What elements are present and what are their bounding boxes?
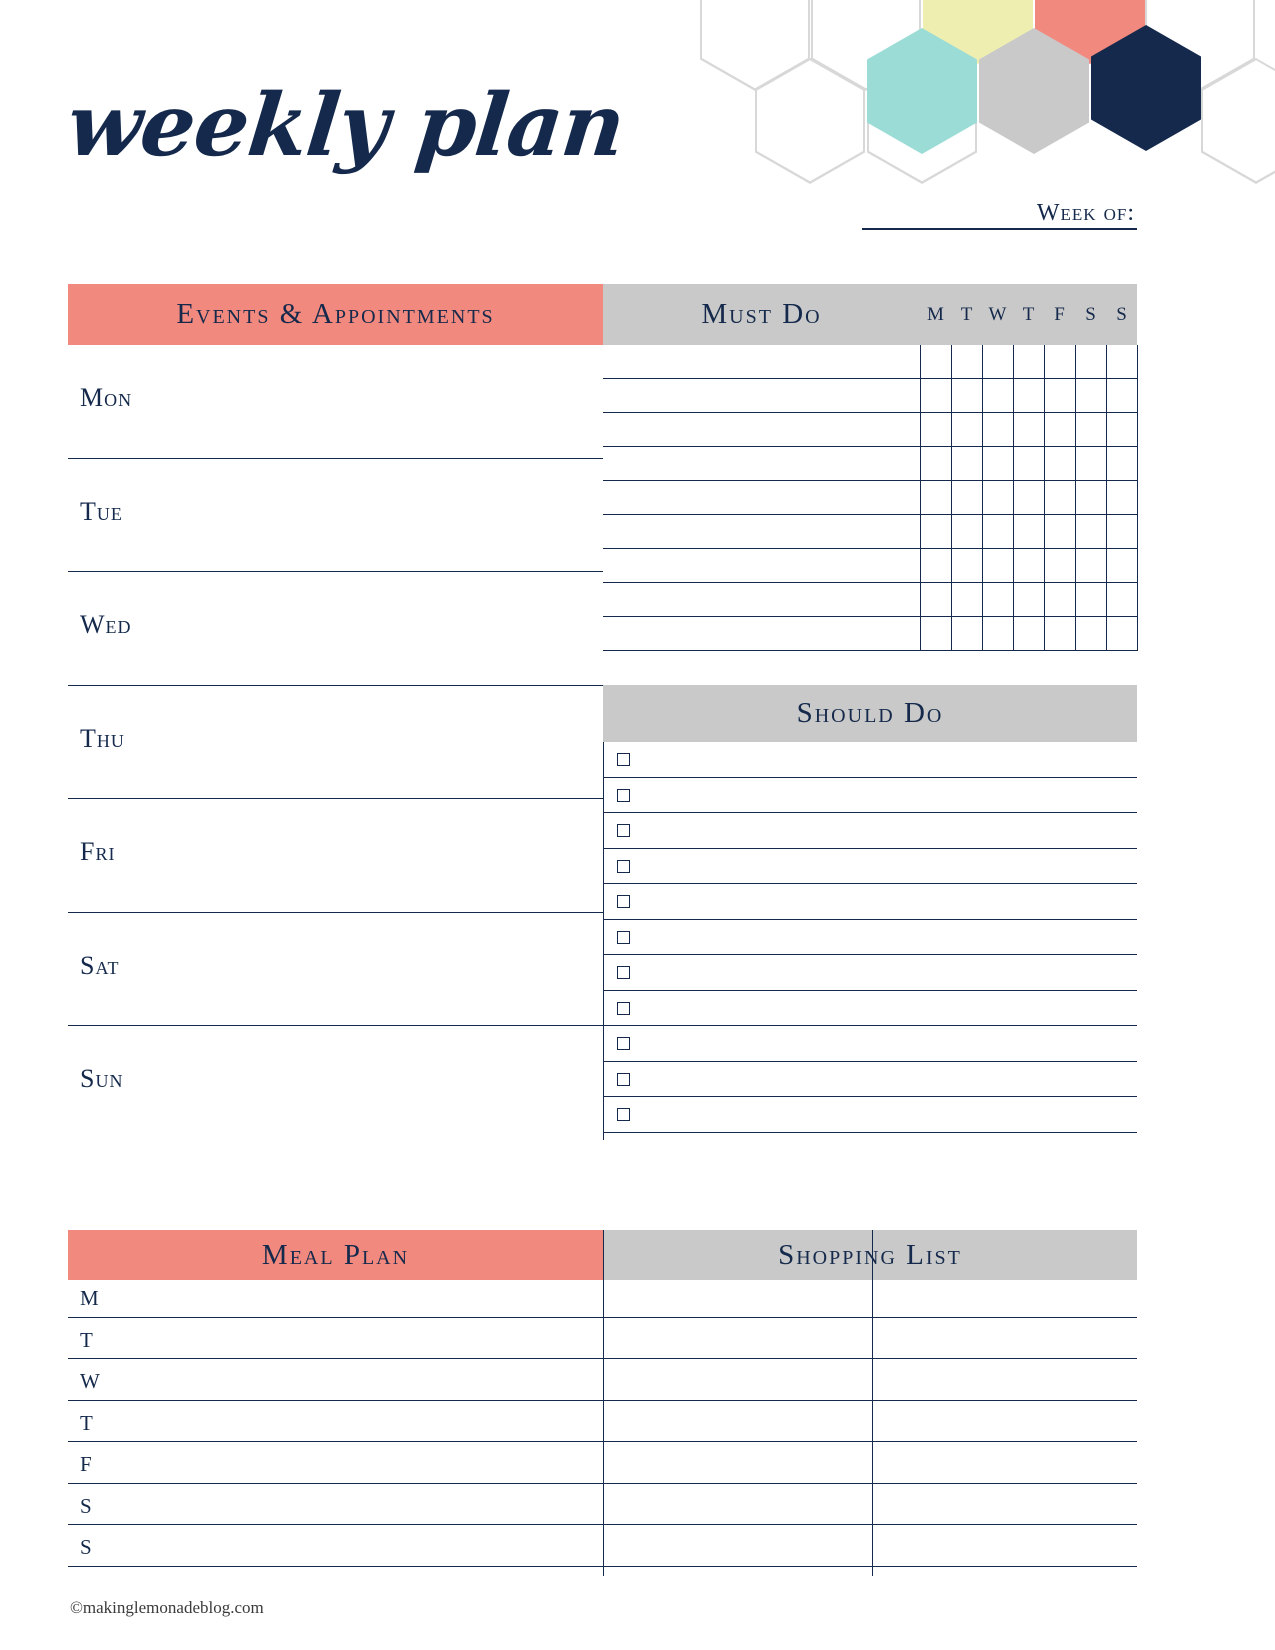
must-do-checkbox-cell[interactable] [1013, 413, 1044, 446]
must-do-checkbox-cell[interactable] [1106, 617, 1137, 650]
must-do-checkbox-cell[interactable] [920, 617, 951, 650]
must-do-day-header-3: T [1013, 284, 1044, 345]
checkbox-icon[interactable] [617, 1037, 630, 1050]
must-do-checkbox-cell[interactable] [920, 413, 951, 446]
meal-day-label: M [80, 1286, 100, 1310]
week-of-label: Week of: [1036, 200, 1135, 226]
must-do-checkbox-cell[interactable] [951, 447, 982, 480]
must-do-checkbox-cell[interactable] [951, 549, 982, 582]
shopping-list [603, 1276, 1137, 1567]
should-do-row[interactable] [603, 1097, 1137, 1133]
meal-plan-list [68, 1276, 603, 1567]
must-do-checkbox-cell[interactable] [1106, 345, 1137, 378]
must-do-row[interactable] [603, 379, 1137, 413]
must-do-checkbox-cell[interactable] [1075, 515, 1106, 548]
shopping-list-header: Shopping List [603, 1230, 1137, 1280]
must-do-checkbox-cell[interactable] [1013, 617, 1044, 650]
must-do-checkbox-cell[interactable] [1044, 413, 1075, 446]
should-do-row[interactable] [603, 849, 1137, 885]
must-do-checkbox-cell[interactable] [920, 447, 951, 480]
must-do-checkbox-cell[interactable] [982, 617, 1013, 650]
must-do-checkbox-cell[interactable] [920, 583, 951, 616]
should-do-row[interactable] [603, 778, 1137, 814]
must-do-checkbox-cell[interactable] [982, 481, 1013, 514]
meal-plan-row-4[interactable] [68, 1442, 603, 1484]
event-row-sat[interactable] [68, 913, 603, 1027]
must-do-row[interactable] [603, 345, 1137, 379]
must-do-checkbox-cell[interactable] [1075, 413, 1106, 446]
must-do-checkbox-cell[interactable] [982, 549, 1013, 582]
must-do-checkbox-cell[interactable] [1075, 617, 1106, 650]
checkbox-icon[interactable] [617, 931, 630, 944]
must-do-day-header-5: S [1075, 284, 1106, 345]
must-do-checkbox-cell[interactable] [1106, 549, 1137, 582]
should-do-list [603, 742, 1137, 1133]
must-do-checkbox-cell[interactable] [951, 481, 982, 514]
should-do-row[interactable] [603, 1062, 1137, 1098]
must-do-checkbox-cell[interactable] [920, 515, 951, 548]
must-do-checkbox-cell[interactable] [1044, 617, 1075, 650]
checkbox-icon[interactable] [617, 895, 630, 908]
checkbox-icon[interactable] [617, 753, 630, 766]
checkbox-icon[interactable] [617, 1002, 630, 1015]
must-do-checkbox-cell[interactable] [1013, 481, 1044, 514]
must-do-checkbox-cell[interactable] [1044, 583, 1075, 616]
event-day-label: Sat [80, 950, 120, 980]
meal-plan-row-0[interactable] [68, 1276, 603, 1318]
must-do-checkbox-cell[interactable] [951, 617, 982, 650]
page-title: weekly plan [62, 75, 629, 176]
meal-day-label: T [80, 1327, 94, 1352]
meal-day-label: S [80, 1535, 93, 1559]
must-do-day-header-2: W [982, 284, 1013, 345]
checkbox-icon[interactable] [617, 824, 630, 837]
must-do-day-header-6: S [1106, 284, 1137, 345]
must-do-checkbox-cell[interactable] [920, 345, 951, 378]
must-do-checkbox-cell[interactable] [1075, 549, 1106, 582]
must-do-row[interactable] [603, 413, 1137, 447]
must-do-checkbox-cell[interactable] [951, 345, 982, 378]
must-do-checkbox-cell[interactable] [1106, 447, 1137, 480]
must-do-right-edge [1137, 345, 1138, 651]
must-do-checkbox-cell[interactable] [1013, 515, 1044, 548]
should-do-header: Should Do [603, 685, 1137, 742]
must-do-checkbox-cell[interactable] [982, 379, 1013, 412]
event-row-fri[interactable] [68, 799, 603, 913]
meal-plan-header: Meal Plan [68, 1230, 603, 1280]
must-do-row[interactable] [603, 447, 1137, 481]
event-day-label: Sun [80, 1064, 124, 1093]
must-do-checkbox-cell[interactable] [1044, 447, 1075, 480]
must-do-checkbox-cell[interactable] [1106, 481, 1137, 514]
meal-day-label: F [80, 1452, 93, 1476]
should-do-row[interactable] [603, 1026, 1137, 1062]
event-row-thu[interactable] [68, 686, 603, 800]
must-do-row[interactable] [603, 515, 1137, 549]
shopping-list-row-1[interactable] [603, 1318, 1137, 1360]
event-row-wed[interactable] [68, 572, 603, 686]
events-header: Events & Appointments [68, 284, 603, 345]
must-do-checkbox-cell[interactable] [1044, 379, 1075, 412]
must-do-day-header-4: F [1044, 284, 1075, 345]
events-list [68, 345, 603, 1140]
footer-credit: ©makinglemonadeblog.com [70, 1598, 264, 1617]
meal-plan-row-1[interactable] [68, 1318, 603, 1360]
event-day-label: Fri [80, 837, 116, 866]
must-do-day-header-0: M [920, 284, 951, 345]
week-of-input[interactable] [862, 228, 1137, 230]
checkbox-icon[interactable] [617, 789, 630, 802]
checkbox-icon[interactable] [617, 1108, 630, 1121]
event-row-mon[interactable] [68, 345, 603, 459]
must-do-checkbox-cell[interactable] [920, 549, 951, 582]
must-do-checkbox-cell[interactable] [1075, 481, 1106, 514]
must-do-checkbox-cell[interactable] [920, 481, 951, 514]
meal-day-label: T [80, 1410, 94, 1435]
should-do-row[interactable] [603, 884, 1137, 920]
must-do-row[interactable] [603, 583, 1137, 617]
must-do-list [603, 345, 1137, 685]
must-do-checkbox-cell[interactable] [1044, 345, 1075, 378]
event-day-label: Thu [80, 723, 125, 753]
must-do-checkbox-cell[interactable] [1075, 583, 1106, 616]
checkbox-icon[interactable] [617, 1073, 630, 1086]
must-do-checkbox-cell[interactable] [951, 379, 982, 412]
must-do-checkbox-cell[interactable] [1106, 413, 1137, 446]
must-do-header: Must Do [603, 284, 920, 345]
shopping-list-row-2[interactable] [603, 1359, 1137, 1401]
meal-day-label: W [80, 1369, 101, 1393]
must-do-row[interactable] [603, 549, 1137, 583]
event-day-label: Mon [80, 383, 133, 412]
must-do-row[interactable] [603, 617, 1137, 651]
shopping-list-row-3[interactable] [603, 1401, 1137, 1443]
must-do-checkbox-cell[interactable] [1013, 447, 1044, 480]
must-do-checkbox-cell[interactable] [982, 345, 1013, 378]
should-do-row[interactable] [603, 920, 1137, 956]
must-do-checkbox-cell[interactable] [1075, 345, 1106, 378]
should-do-row[interactable] [603, 742, 1137, 778]
meal-plan-row-2[interactable] [68, 1359, 603, 1401]
should-do-row[interactable] [603, 991, 1137, 1027]
event-day-label: Wed [80, 610, 132, 639]
must-do-checkbox-cell[interactable] [951, 583, 982, 616]
must-do-checkbox-cell[interactable] [1013, 583, 1044, 616]
should-do-row[interactable] [603, 955, 1137, 991]
shopping-list-row-6[interactable] [603, 1525, 1137, 1567]
must-do-checkbox-cell[interactable] [951, 413, 982, 446]
must-do-day-header-1: T [951, 284, 982, 345]
must-do-checkbox-cell[interactable] [982, 515, 1013, 548]
event-day-label: Tue [80, 496, 123, 526]
event-row-tue[interactable] [68, 459, 603, 573]
meal-plan-row-6[interactable] [68, 1525, 603, 1567]
meal-plan-row-5[interactable] [68, 1484, 603, 1526]
must-do-checkbox-cell[interactable] [1013, 379, 1044, 412]
must-do-checkbox-cell[interactable] [1106, 515, 1137, 548]
must-do-checkbox-cell[interactable] [1075, 379, 1106, 412]
must-do-checkbox-cell[interactable] [951, 515, 982, 548]
event-row-sun[interactable] [68, 1026, 603, 1140]
must-do-checkbox-cell[interactable] [1013, 345, 1044, 378]
hexagon-decoration [675, 0, 1275, 200]
must-do-checkbox-cell[interactable] [920, 379, 951, 412]
meal-day-label: S [80, 1493, 93, 1518]
must-do-checkbox-cell[interactable] [1044, 481, 1075, 514]
shopping-list-row-4[interactable] [603, 1442, 1137, 1484]
must-do-checkbox-cell[interactable] [982, 447, 1013, 480]
must-do-checkbox-cell[interactable] [1075, 447, 1106, 480]
should-do-row[interactable] [603, 813, 1137, 849]
checkbox-icon[interactable] [617, 966, 630, 979]
must-do-checkbox-cell[interactable] [1106, 583, 1137, 616]
must-do-row[interactable] [603, 481, 1137, 515]
shopping-list-row-0[interactable] [603, 1276, 1137, 1318]
must-do-checkbox-cell[interactable] [1106, 379, 1137, 412]
shopping-list-row-5[interactable] [603, 1484, 1137, 1526]
meal-plan-row-3[interactable] [68, 1401, 603, 1443]
checkbox-icon[interactable] [617, 860, 630, 873]
must-do-checkbox-cell[interactable] [1013, 549, 1044, 582]
must-do-checkbox-cell[interactable] [1044, 549, 1075, 582]
must-do-checkbox-cell[interactable] [1044, 515, 1075, 548]
must-do-checkbox-cell[interactable] [982, 583, 1013, 616]
must-do-checkbox-cell[interactable] [982, 413, 1013, 446]
